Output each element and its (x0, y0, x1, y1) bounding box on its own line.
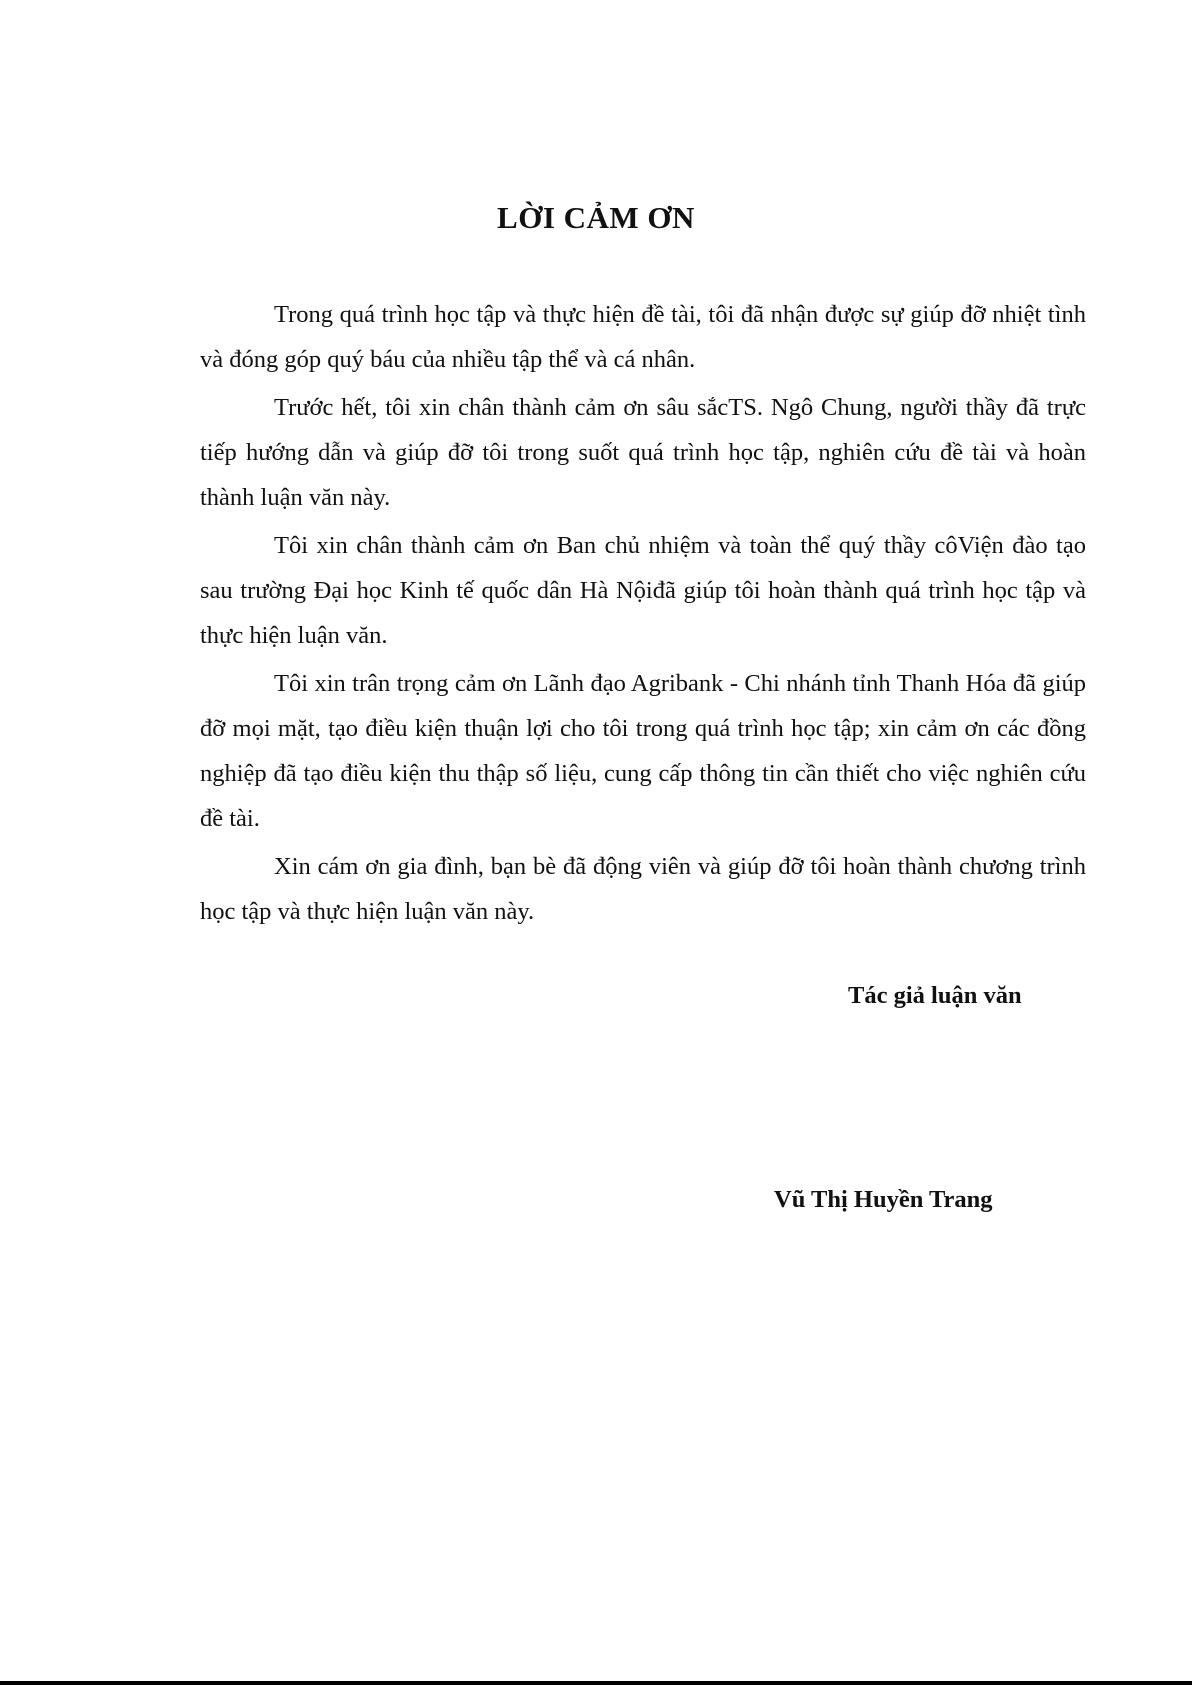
paragraph-5: Xin cám ơn gia đình, bạn bè đã động viên và giúp đỡ tôi hoàn thành chương trình học tập và thực hiện luận văn này. (200, 853, 1086, 925)
bottom-border (0, 1681, 1192, 1685)
paragraph-1: Trong quá trình học tập và thực hiện đề tài, tôi đã nhận được sự giúp đỡ nhiệt tình và đóng góp quý báu của nhiều tập thể và cá nhân. (200, 301, 1086, 373)
paragraph-2: Trước hết, tôi xin chân thành cảm ơn sâu sắcTS. Ngô Chung, người thầy đã trực tiếp hướng dẫn và giúp đỡ tôi trong suốt quá trình học tập, nghiên cứu đề tài và hoàn thành luận văn này. (200, 394, 1086, 511)
author-name: Vũ Thị Huyền Trang (774, 1186, 993, 1213)
paragraph-3: Tôi xin chân thành cảm ơn Ban chủ nhiệm và toàn thể quý thầy côViện đào tạo sau trường Đại học Kinh tế quốc dân Hà Nộiđã giúp tôi hoàn thành quá trình học tập và thực hiện luận văn. (200, 532, 1086, 649)
author-label: Tác giả luận văn (848, 982, 1022, 1009)
page-title: LỜI CẢM ƠN (497, 200, 695, 235)
acknowledgement-body (200, 292, 1086, 937)
paragraph-4: Tôi xin trân trọng cảm ơn Lãnh đạo Agribank - Chi nhánh tỉnh Thanh Hóa đã giúp đỡ mọi mặt, tạo điều kiện thuận lợi cho tôi trong quá trình học tập; xin cảm ơn các đồng nghiệp đã tạo điều kiện thu thập số liệu, cung cấp thông tin cần thiết cho việc nghiên cứu đề tài. (200, 670, 1086, 832)
